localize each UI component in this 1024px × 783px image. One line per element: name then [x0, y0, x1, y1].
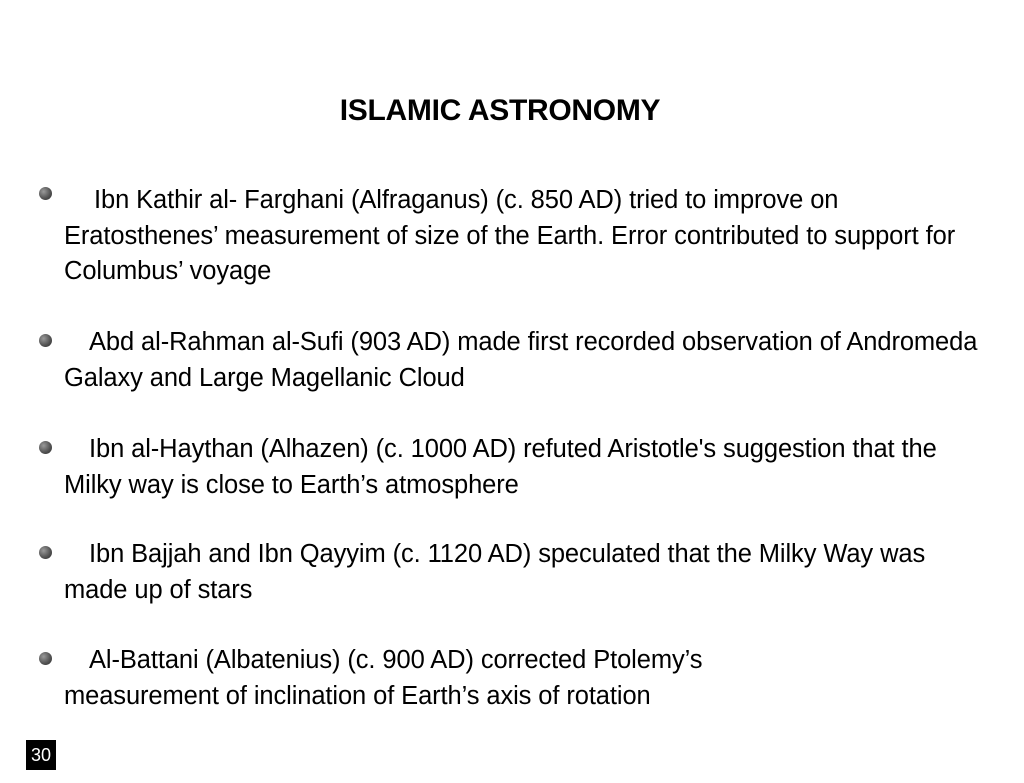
bullet-dot-icon: [39, 652, 52, 665]
bullet-item: [64, 537, 994, 608]
bullet-text: Ibn Kathir al- Farghani (Alfraganus) (c. 850 AD) tried to improve on Eratosthenes’ measurement of size of the Earth. Error contributed to support for Columbus’ voyage: [64, 186, 956, 285]
bullet-item: [64, 432, 994, 503]
slide-title: ISLAMIC ASTRONOMY: [339, 94, 661, 127]
bullet-dot-icon: [39, 441, 52, 454]
bullet-text: Ibn al-Haythan (Alhazen) (c. 1000 AD) refuted Aristotle's suggestion that the Milky way is close to Earth’s atmosphere: [64, 435, 937, 499]
bullet-item: [64, 643, 824, 714]
page-number: 30: [26, 740, 56, 770]
bullet-text: Abd al-Rahman al-Sufi (903 AD) made first recorded observation of Andromeda Galaxy and Large Magellanic Cloud: [64, 328, 978, 392]
bullet-item: [64, 183, 994, 290]
bullet-item: [64, 325, 994, 396]
bullet-text: Al-Battani (Albatenius) (c. 900 AD) corrected Ptolemy’s measurement of inclination of Earth’s axis of rotation: [64, 646, 703, 710]
bullet-text: Ibn Bajjah and Ibn Qayyim (c. 1120 AD) speculated that the Milky Way was made up of stars: [64, 540, 926, 604]
bullet-dot-icon: [39, 187, 52, 200]
bullet-dot-icon: [39, 546, 52, 559]
bullet-dot-icon: [39, 334, 52, 347]
